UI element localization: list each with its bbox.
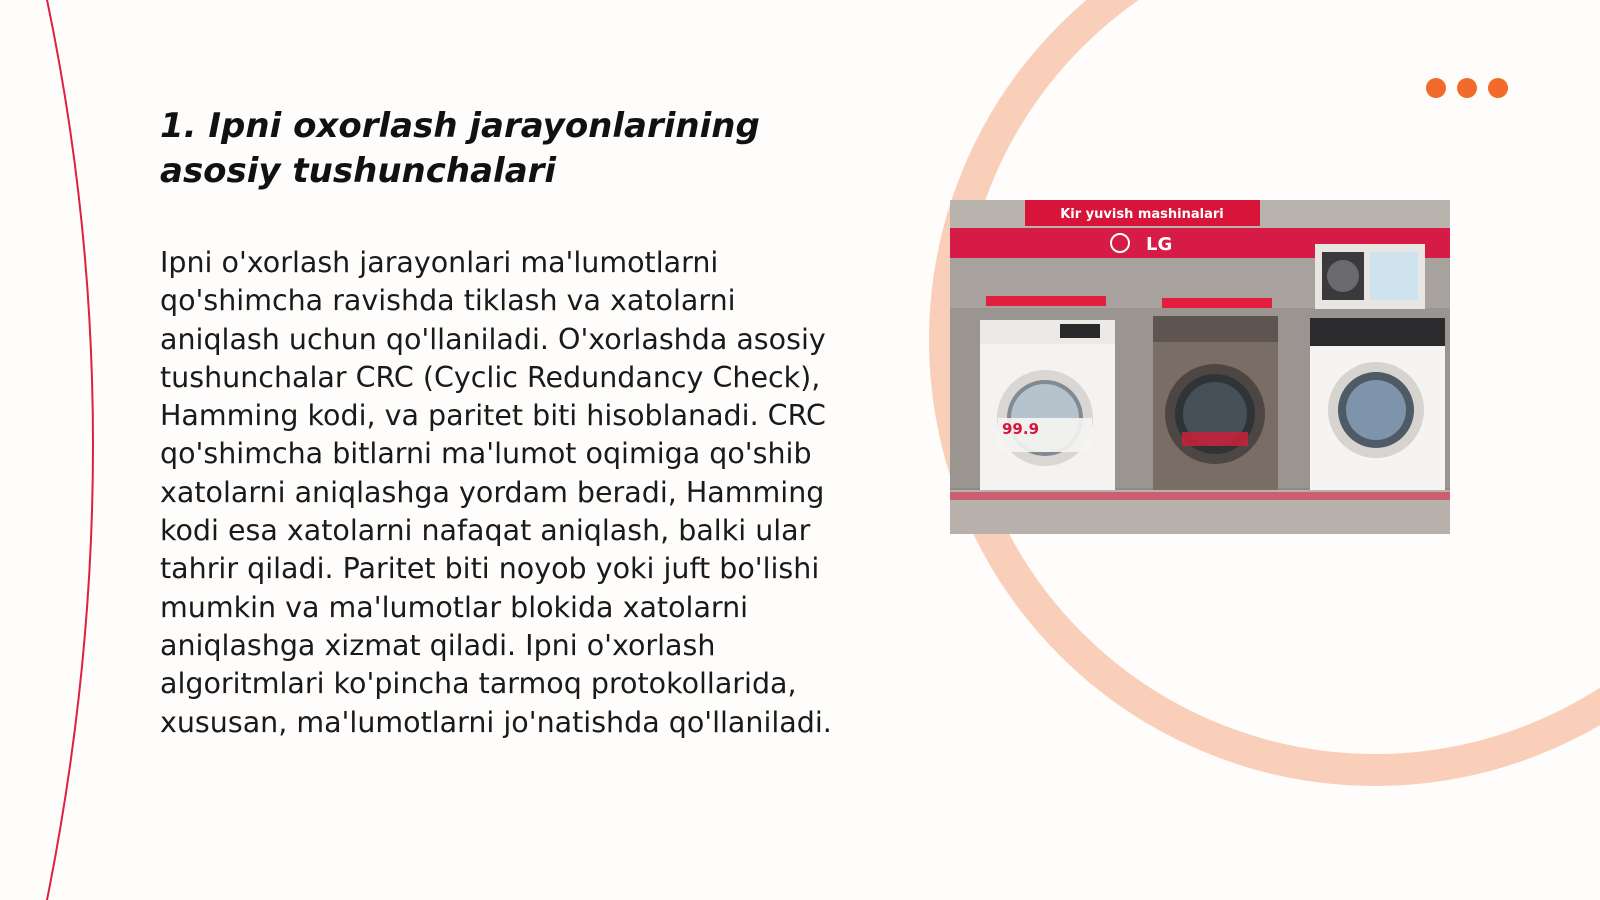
dot bbox=[1488, 78, 1508, 98]
store-sign-text: Kir yuvish mashinalari bbox=[1060, 207, 1224, 222]
brand-logo-text: LG bbox=[1146, 234, 1173, 255]
more-dots-icon bbox=[1426, 78, 1508, 98]
dot bbox=[1426, 78, 1446, 98]
slide-title: 1. Ipni oxorlash jarayonlarining asosiy tushunchalari bbox=[160, 106, 760, 191]
photo-illustration bbox=[950, 200, 1450, 534]
price-tag-text: 99.9 bbox=[1002, 420, 1040, 438]
slide-body-text: Ipni o'xorlash jarayonlari ma'lumotlarni qo'shimcha ravishda tiklash va xatolarni aniqlash uchun qo'llaniladi. O'xorlashda asosiy tushunchalar CRC (Cyclic Redundancy Check), Hamming kodi, va paritet biti hisoblanadi. CRC qo'shimcha bitlarni ma'lumot oqimiga qo'shib xatolarni aniqlashga yordam beradi, Hamming kodi esa xatolarni nafaqat aniqlash, balki ular tahrir qiladi. Paritet biti noyob yoki juft bo'lishi mumkin va ma'lumotlar blokida xatolarni aniqlashga xizmat qiladi. Ipni o'xorlash algoritmlari ko'pincha tarmoq protokollarida, xususan, ma'lumotlarni jo'natishda qo'llaniladi. bbox=[160, 246, 832, 739]
dot bbox=[1457, 78, 1477, 98]
washing-machines-photo bbox=[950, 200, 1450, 534]
left-red-curve bbox=[46, 0, 93, 900]
